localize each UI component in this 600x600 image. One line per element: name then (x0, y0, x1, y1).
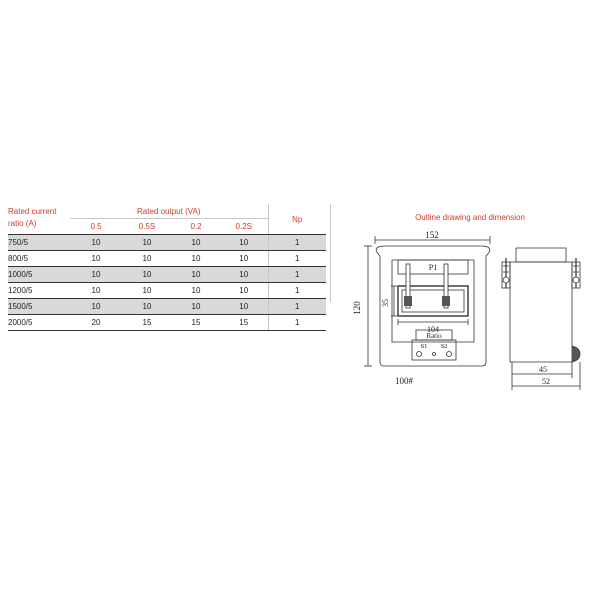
ratio-cell: 1000/5 (8, 267, 70, 283)
output-cell: 15 (220, 315, 268, 331)
secondary-terminal-s1-label: S1 (420, 343, 428, 350)
ratio-cell: 1500/5 (8, 299, 70, 315)
secondary-terminal-s2-label: S2 (440, 343, 448, 350)
outline-dimension-drawing (340, 226, 600, 401)
dim-window-height-label: 35 (381, 299, 390, 307)
output-cell: 10 (172, 235, 220, 251)
output-cell: 15 (122, 315, 172, 331)
output-cell: 10 (70, 251, 122, 267)
model-label: 100# (395, 376, 413, 386)
output-cell: 10 (70, 235, 122, 251)
output-cell: 10 (122, 267, 172, 283)
dim-width-label: 152 (425, 230, 439, 240)
output-cell: 10 (172, 251, 220, 267)
accuracy-class-header: 0.2 (172, 219, 220, 235)
output-cell: 10 (70, 283, 122, 299)
dim-window-width-label: 104 (427, 325, 439, 334)
rated-output-header: Rated output (VA) (70, 204, 268, 219)
terminal-screw-icon (447, 352, 452, 357)
output-cell: 15 (172, 315, 220, 331)
output-cell: 10 (220, 251, 268, 267)
ratio-cell: 750/5 (8, 235, 70, 251)
output-cell: 10 (122, 235, 172, 251)
output-cell: 10 (70, 267, 122, 283)
front-view (352, 230, 490, 386)
output-cell: 10 (172, 283, 220, 299)
output-cell: 10 (220, 283, 268, 299)
np-cell: 1 (268, 315, 326, 331)
np-cell: 1 (268, 267, 326, 283)
output-cell: 10 (122, 251, 172, 267)
np-cell: 1 (268, 299, 326, 315)
terminal-screw-icon (433, 353, 436, 356)
output-cell: 10 (172, 267, 220, 283)
ratio-cell: 1200/5 (8, 283, 70, 299)
output-cell: 10 (172, 299, 220, 315)
np-cell: 1 (268, 235, 326, 251)
accuracy-class-header: 0.5 (70, 219, 122, 235)
column-divider (330, 204, 331, 302)
np-column-header: Np (268, 204, 326, 235)
np-cell: 1 (268, 283, 326, 299)
ratio-column-header: Rated current ratio (A) (8, 204, 70, 235)
rated-output-table (8, 204, 326, 331)
output-cell: 10 (220, 267, 268, 283)
output-cell: 10 (70, 299, 122, 315)
outline-drawing-title: Outline drawing and dimension (415, 213, 525, 222)
output-cell: 10 (122, 283, 172, 299)
accuracy-class-header: 0.5S (122, 219, 172, 235)
table-row (8, 299, 326, 315)
table-row (8, 315, 326, 331)
dim-depth-inner-label: 45 (539, 365, 547, 374)
dim-height-label: 120 (352, 301, 362, 315)
terminal-screw-icon (417, 352, 422, 357)
ratio-cell: 2000/5 (8, 315, 70, 331)
ratio-plate-label: Ratio (426, 332, 442, 340)
table-row (8, 267, 326, 283)
output-cell: 10 (122, 299, 172, 315)
np-cell: 1 (268, 251, 326, 267)
output-cell: 10 (220, 235, 268, 251)
side-view (502, 248, 580, 390)
accuracy-class-header: 0.2S (220, 219, 268, 235)
ratio-cell: 800/5 (8, 251, 70, 267)
dim-depth-outer-label: 52 (542, 377, 550, 386)
table-row (8, 283, 326, 299)
output-cell: 10 (220, 299, 268, 315)
table-row (8, 235, 326, 251)
primary-terminal-label: P1 (428, 263, 438, 272)
output-cell: 20 (70, 315, 122, 331)
table-row (8, 251, 326, 267)
